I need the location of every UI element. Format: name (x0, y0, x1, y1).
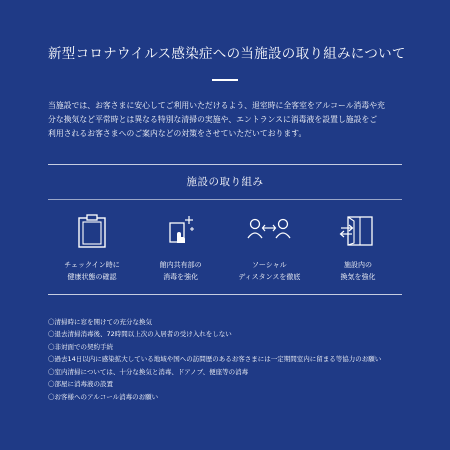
list-item: 〇過去14日以内に感染拡大している地域や国への訪問歴のあるお客さまには一定期間室内に留まる等協力のお願い (48, 355, 382, 364)
intro-line: 分な換気など平常時とは異なる特別な清掃の実施や、エントランスに消毒液を設置し施設をご (48, 114, 378, 124)
list-item: 〇清掃時に窓を開けての充分な換気 (48, 317, 152, 326)
intro-line: 利用されるお客さまへのご案内などの対策をさせていただいております。 (48, 128, 307, 138)
measure-label-line: ディスタンスを徹底 (238, 272, 301, 281)
measures-panel (48, 164, 402, 295)
measure-label (64, 259, 119, 283)
panel-title: 施設の取り組み (186, 175, 264, 188)
ventilation-icon (338, 213, 378, 249)
measure-item (137, 213, 225, 283)
title-divider (212, 79, 238, 81)
intro-line: 当施設では、お客さまに安心してご利用いただけるよう、退室時に全客室をアルコール消毒や充 (48, 100, 385, 110)
clipboard-icon (73, 213, 111, 249)
measure-label-line: 健康状態の確認 (67, 272, 117, 281)
list-item: 〇非対面での契約手続 (48, 342, 113, 351)
measures-checklist (48, 316, 402, 404)
intro-text (48, 99, 402, 141)
measure-label (238, 259, 300, 283)
list-item: 〇お客様へのアルコール消毒のお願い (48, 393, 159, 402)
list-item: 〇退去清掃消毒後、72時間以上次の入居者の受け入れをしない (48, 330, 232, 339)
social-distance-icon (246, 213, 292, 249)
measure-item (314, 213, 402, 283)
measure-label-line: 館内共有部の (159, 260, 202, 269)
list-item: 〇室内清掃については、十分な換気と消毒、ドアノブ、便座等の消毒 (48, 367, 249, 376)
measure-item (48, 213, 136, 283)
measure-label-line: 施設内の (343, 260, 372, 269)
list-item: 〇部屋に消毒液の設置 (48, 380, 113, 389)
measure-label-line: 換気を強化 (340, 272, 376, 281)
page-title: 新型コロナウイルス感染症への当施設の取り組みについて (48, 46, 406, 62)
measure-label-line: ソーシャル (251, 260, 287, 269)
hand-sanitize-icon (162, 213, 200, 249)
measure-label-line: チェックイン時に (64, 260, 120, 269)
measure-item (225, 213, 313, 283)
measure-label (340, 259, 375, 283)
measures-row (48, 200, 402, 283)
measure-label-line: 消毒を強化 (163, 272, 199, 281)
measure-label (160, 259, 202, 283)
